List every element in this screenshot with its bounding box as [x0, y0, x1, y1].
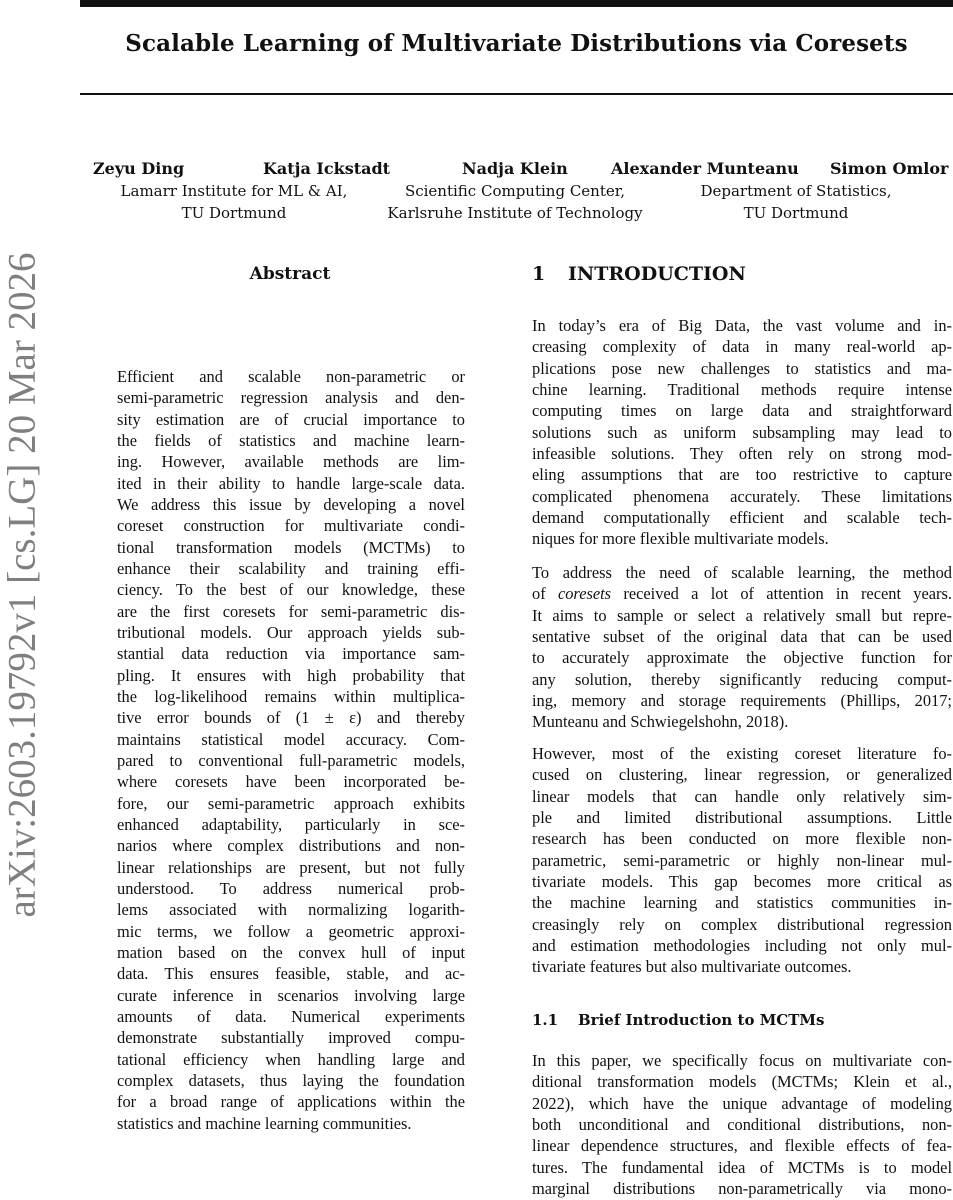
text-line: and estimation methodologies including not only mul-	[532, 935, 952, 955]
text-line: linear models that can handle only relatively sim-	[532, 786, 952, 806]
text-line: statistics and machine learning communities.	[117, 1113, 412, 1133]
text-line: tational efficiency when handling large and	[117, 1049, 465, 1069]
arxiv-identifier[interactable]: arXiv:2603.19792v1 [cs.LG] 20 Mar 2026	[0, 252, 44, 918]
text-line: demonstrate substantially improved compu-	[117, 1028, 465, 1048]
text-line: linear dependence structures, and flexible effects of fea-	[532, 1136, 952, 1156]
affiliation-1-line-2: TU Dortmund	[181, 204, 287, 222]
author-3: Nadja Klein	[462, 159, 568, 178]
text-line: to accurately approximate the objective function for	[532, 648, 952, 668]
text-line: curate inference in scenarios involving large	[117, 985, 465, 1005]
text-line: data. This ensures feasible, stable, and ac-	[117, 964, 465, 984]
affiliation-2-line-1: Scientific Computing Center,	[404, 182, 626, 200]
text-line: creasing complexity of data in many real-world ap-	[532, 337, 952, 357]
text-line: cused on clustering, linear regression, or generalized	[532, 765, 952, 785]
author-5: Simon Omlor	[830, 159, 949, 178]
text-line: solutions such as uniform subsampling may lead to	[532, 422, 952, 442]
subsection-number: 1.1	[532, 1011, 559, 1029]
text-line: tivariate features but also multivariate outcomes.	[532, 957, 852, 977]
text-line: mation based on the convex hull of input	[117, 942, 465, 962]
section-heading-introduction	[532, 263, 746, 285]
text-line: complicated phenomena accurately. These limitations	[532, 486, 952, 506]
title-rule	[80, 93, 953, 95]
text-line: eling assumptions that are too restrictive to capture	[532, 465, 952, 485]
affiliation-2-line-2: Karlsruhe Institute of Technology	[387, 204, 643, 222]
affiliation-3-line-2: TU Dortmund	[743, 204, 849, 222]
text-line: tures. The fundamental idea of MCTMs is to model	[532, 1157, 952, 1177]
text-line: amounts of data. Numerical experiments	[117, 1006, 465, 1026]
abstract-heading: Abstract	[249, 264, 331, 284]
emphasis-coresets: coresets	[557, 584, 612, 603]
text-line: infeasible solutions. They often rely on strong mod-	[532, 443, 952, 463]
text-line: Efficient and scalable non-parametric or	[117, 367, 465, 386]
text-line: any solution, thereby significantly reducing comput-	[532, 669, 952, 689]
text-line: maintains statistical model accuracy. Com-	[117, 729, 465, 749]
author-1: Zeyu Ding	[93, 159, 185, 178]
text-line: marginal distributions non-parametrically via mono-	[532, 1178, 952, 1198]
subsection-heading	[532, 1011, 824, 1029]
text-line: parametric, semi-parametric or highly non-linear mul-	[532, 850, 952, 870]
text-line: ple and limited distributional assumptions. Little	[532, 807, 952, 827]
text-line: fore, our semi-parametric approach exhibits	[117, 793, 465, 813]
text-line: In this paper, we specifically focus on multivariate con-	[532, 1051, 952, 1070]
text-line: plications pose new challenges to statistics and ma-	[532, 358, 952, 378]
affiliation-3-line-1: Department of Statistics,	[700, 182, 892, 200]
text-line: niques for more flexible multivariate models.	[532, 529, 829, 549]
text-line: ing. However, available methods are lim-	[117, 452, 465, 472]
text-line: tivariate models. This gap becomes more critical as	[532, 871, 952, 891]
section-title: INTRODUCTION	[568, 263, 746, 285]
text-line: We address this issue by developing a novel	[117, 494, 465, 514]
text-line: To address the need of scalable learning, the method	[532, 563, 952, 582]
text-line: tional transformation models (MCTMs) to	[117, 537, 465, 557]
section-number: 1	[532, 263, 546, 285]
text-line: where coresets have been incorporated be-	[117, 772, 465, 792]
text-line: It aims to sample or select a relatively small but repre-	[532, 605, 952, 625]
affiliation-1-line-1: Lamarr Institute for ML & AI,	[120, 182, 348, 200]
text-line: pling. It ensures with high probability that	[117, 665, 465, 685]
text-line: 2022), which have the unique advantage of modeling	[532, 1093, 952, 1113]
text-line: demand computationally efficient and scalable tech-	[532, 507, 952, 527]
text-line: the machine learning and statistics communities in-	[532, 893, 952, 913]
text-line: narios where complex distributions and non-	[117, 836, 465, 856]
author-2: Katja Ickstadt	[263, 159, 391, 178]
text-line: sity estimation are of crucial importance to	[117, 409, 465, 429]
text-line: enhance their scalability and training effi-	[117, 558, 465, 578]
text-line: tive error bounds of (1 ± ε) and thereby	[117, 708, 465, 728]
text-line: computing times on large data and straightforward	[532, 401, 952, 421]
text-line: ciency. To the best of our knowledge, these	[117, 580, 465, 600]
text-line: both unconditional and conditional distributions, non-	[532, 1114, 952, 1134]
text-line: research has been conducted on more flexible non-	[532, 829, 952, 849]
text-line: understood. To address numerical prob-	[117, 878, 465, 898]
author-4: Alexander Munteanu	[611, 159, 799, 178]
text-line: stantial data reduction via importance sam-	[117, 644, 465, 664]
text-line: linear relationships are present, but not fully	[117, 857, 465, 877]
text-line: semi-parametric regression analysis and den-	[117, 388, 465, 408]
text-line: the fields of statistics and machine learn-	[117, 430, 465, 450]
text-line: lems associated with normalizing logarith-	[117, 900, 465, 920]
text-line: Munteanu and Schwiegelshohn, 2018).	[532, 712, 789, 732]
text-line: for a broad range of applications within the	[117, 1092, 465, 1112]
subsection-title: Brief Introduction to MCTMs	[578, 1011, 825, 1029]
text-line: tributional models. Our approach yields sub-	[117, 622, 465, 642]
text-line: sentative subset of the original data that can be used	[532, 626, 952, 646]
text-line: ditional transformation models (MCTMs; Klein et al.,	[532, 1072, 952, 1092]
paper-title: Scalable Learning of Multivariate Distributions via Coresets	[125, 30, 908, 57]
text-line: However, most of the existing coreset literature fo-	[532, 744, 952, 763]
text-line: the log-likelihood remains within multiplica-	[117, 686, 465, 706]
text-line: are the first coresets for semi-parametric dis-	[117, 601, 465, 621]
text-line: complex datasets, thus laying the foundation	[117, 1070, 465, 1090]
text-line: ing, memory and storage requirements (Phillips, 2017;	[532, 690, 952, 710]
text-line: coreset construction for multivariate condi-	[117, 516, 465, 536]
text-line: chine learning. Traditional methods require intense	[532, 379, 952, 399]
text-line: In today’s era of Big Data, the vast volume and in-	[532, 316, 952, 335]
text-line: mic terms, we follow a geometric approxi-	[117, 921, 465, 941]
text-line: enhanced adaptability, particularly in sce-	[117, 814, 465, 834]
text-line: pared to conventional full-parametric models,	[117, 750, 465, 770]
text-line: creasingly rely on complex distributional regression	[532, 914, 952, 934]
text-line: ited in their ability to handle large-scale data.	[117, 473, 465, 493]
top-rule	[80, 0, 953, 7]
text-line: of coresets received a lot of attention in recent years.	[532, 584, 952, 603]
